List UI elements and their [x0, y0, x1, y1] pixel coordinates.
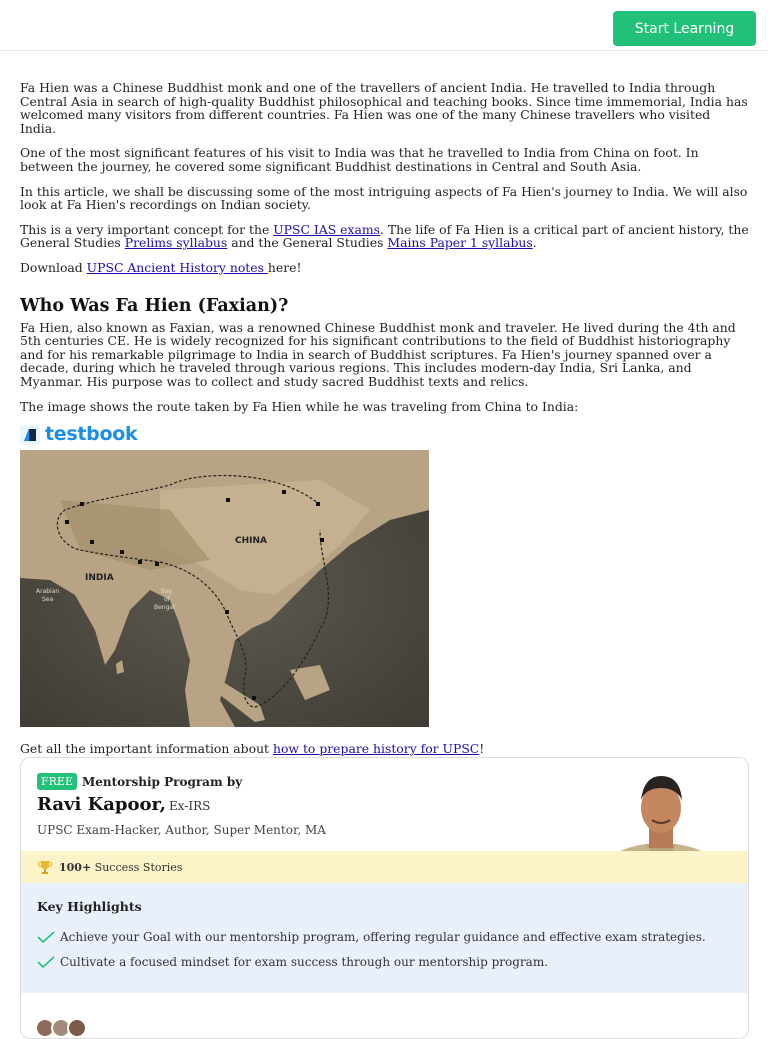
prelims-syllabus-link[interactable]: Prelims syllabus [124, 235, 228, 251]
stories-count: 100+ [59, 860, 92, 874]
mentor-name-text: Ravi Kapoor, [37, 794, 166, 815]
success-stories-text [59, 861, 182, 874]
map-label-arabian: Arabian [36, 588, 60, 596]
paragraph-route-intro: The image shows the route taken by Fa Hien while he was traveling from China to India: [20, 398, 579, 414]
map-label-of: of [164, 596, 170, 604]
paragraph-intro: Fa Hien was a Chinese Buddhist monk and one of the travellers of ancient India. He travelled to India through Central Asia in search of high-quality Buddhist philosophical and teaching books. Since time immemorial, India has welcomed many visitors from different countries. Fa Hien was one of the many Chinese travellers who visited India. [20, 80, 748, 136]
key-highlights [21, 883, 748, 993]
student-avatars [33, 1016, 113, 1036]
start-learning-button[interactable]: Start Learning [613, 11, 756, 46]
testbook-logo [20, 424, 750, 446]
mains-paper-1-syllabus-link[interactable]: Mains Paper 1 syllabus [387, 235, 533, 251]
text: ! [479, 741, 485, 757]
highlight-text: Cultivate a focused mindset for exam success through our mentorship program. [60, 955, 549, 969]
map-label-bengal: Bengal [154, 604, 175, 612]
article-body [20, 81, 750, 767]
program-row [37, 773, 242, 790]
mentorship-card[interactable] [20, 757, 749, 1039]
text: here! [267, 259, 302, 275]
testbook-logo-text: testbook [45, 423, 138, 446]
route-map [20, 450, 429, 727]
top-bar [0, 0, 768, 51]
paragraph-download [20, 261, 750, 275]
mentor-description: UPSC Exam-Hacker, Author, Super Mentor, MA [37, 823, 326, 837]
trophy-icon [37, 859, 53, 875]
mentor-title: Ex-IRS [168, 799, 211, 813]
stories-label: Success Stories [91, 860, 183, 874]
paragraph-who-was-fa-hien: Fa Hien, also known as Faxian, was a renowned Chinese Buddhist monk and traveler. He lived during the 4th and 5th centuries CE. He is widely recognized for his significant contributions to the field of Buddhist historiography and for his remarkable pilgrimage to India in search of Buddhist scriptures. Fa Hien's journey spanned over a decade, during which he traveled through various regions. This includes modern-day India, Sri Lanka, and Myanmar. His purpose was to collect and study sacred Buddhist texts and relics. [20, 319, 736, 389]
key-highlights-title: Key Highlights [37, 899, 142, 914]
paragraph-prepare-history [20, 742, 750, 756]
paragraph-importance [20, 223, 750, 250]
prepare-history-link[interactable]: how to prepare history for UPSC [272, 741, 480, 757]
program-label: Mentorship Program by [81, 774, 243, 789]
mentor-name [37, 794, 210, 815]
section-heading: Who Was Fa Hien (Faxian)? [20, 295, 289, 316]
highlight-text: Achieve your Goal with our mentorship program, offering regular guidance and effective exam strategies. [60, 930, 706, 944]
highlight-item [37, 955, 548, 969]
paragraph-article-scope: In this article, we shall be discussing some of the most intriguing aspects of Fa Hien's journey to India. We will also look at Fa Hien's recordings on Indian society. [20, 183, 748, 213]
check-icon [37, 955, 55, 969]
text: and the General Studies [227, 235, 388, 251]
text: Download [20, 259, 87, 275]
highlight-item [37, 930, 706, 944]
free-badge: FREE [37, 773, 77, 790]
upsc-ias-exams-link[interactable]: UPSC IAS exams [273, 221, 380, 237]
testbook-logo-icon [20, 425, 40, 445]
map-label-sea: Sea [42, 596, 54, 604]
text: This is a very important concept for the [20, 221, 274, 237]
text: . The life of Fa Hien is a critical part of ancient history, the General Studies [20, 221, 749, 251]
paragraph-journey: One of the most significant features of his visit to India was that he travelled to India from China on foot. In between the journey, he covered some significant Buddhist destinations in Central and South Asia. [20, 145, 699, 174]
map-label-china: CHINA [235, 536, 267, 547]
map-label-india: INDIA [85, 573, 114, 584]
success-stories-band [21, 851, 748, 883]
check-icon [37, 930, 55, 944]
map-label-bay: Bay [161, 588, 173, 596]
text: . [532, 235, 537, 251]
text: Get all the important information about [20, 741, 273, 757]
ancient-history-notes-link[interactable]: UPSC Ancient History notes [86, 259, 268, 275]
